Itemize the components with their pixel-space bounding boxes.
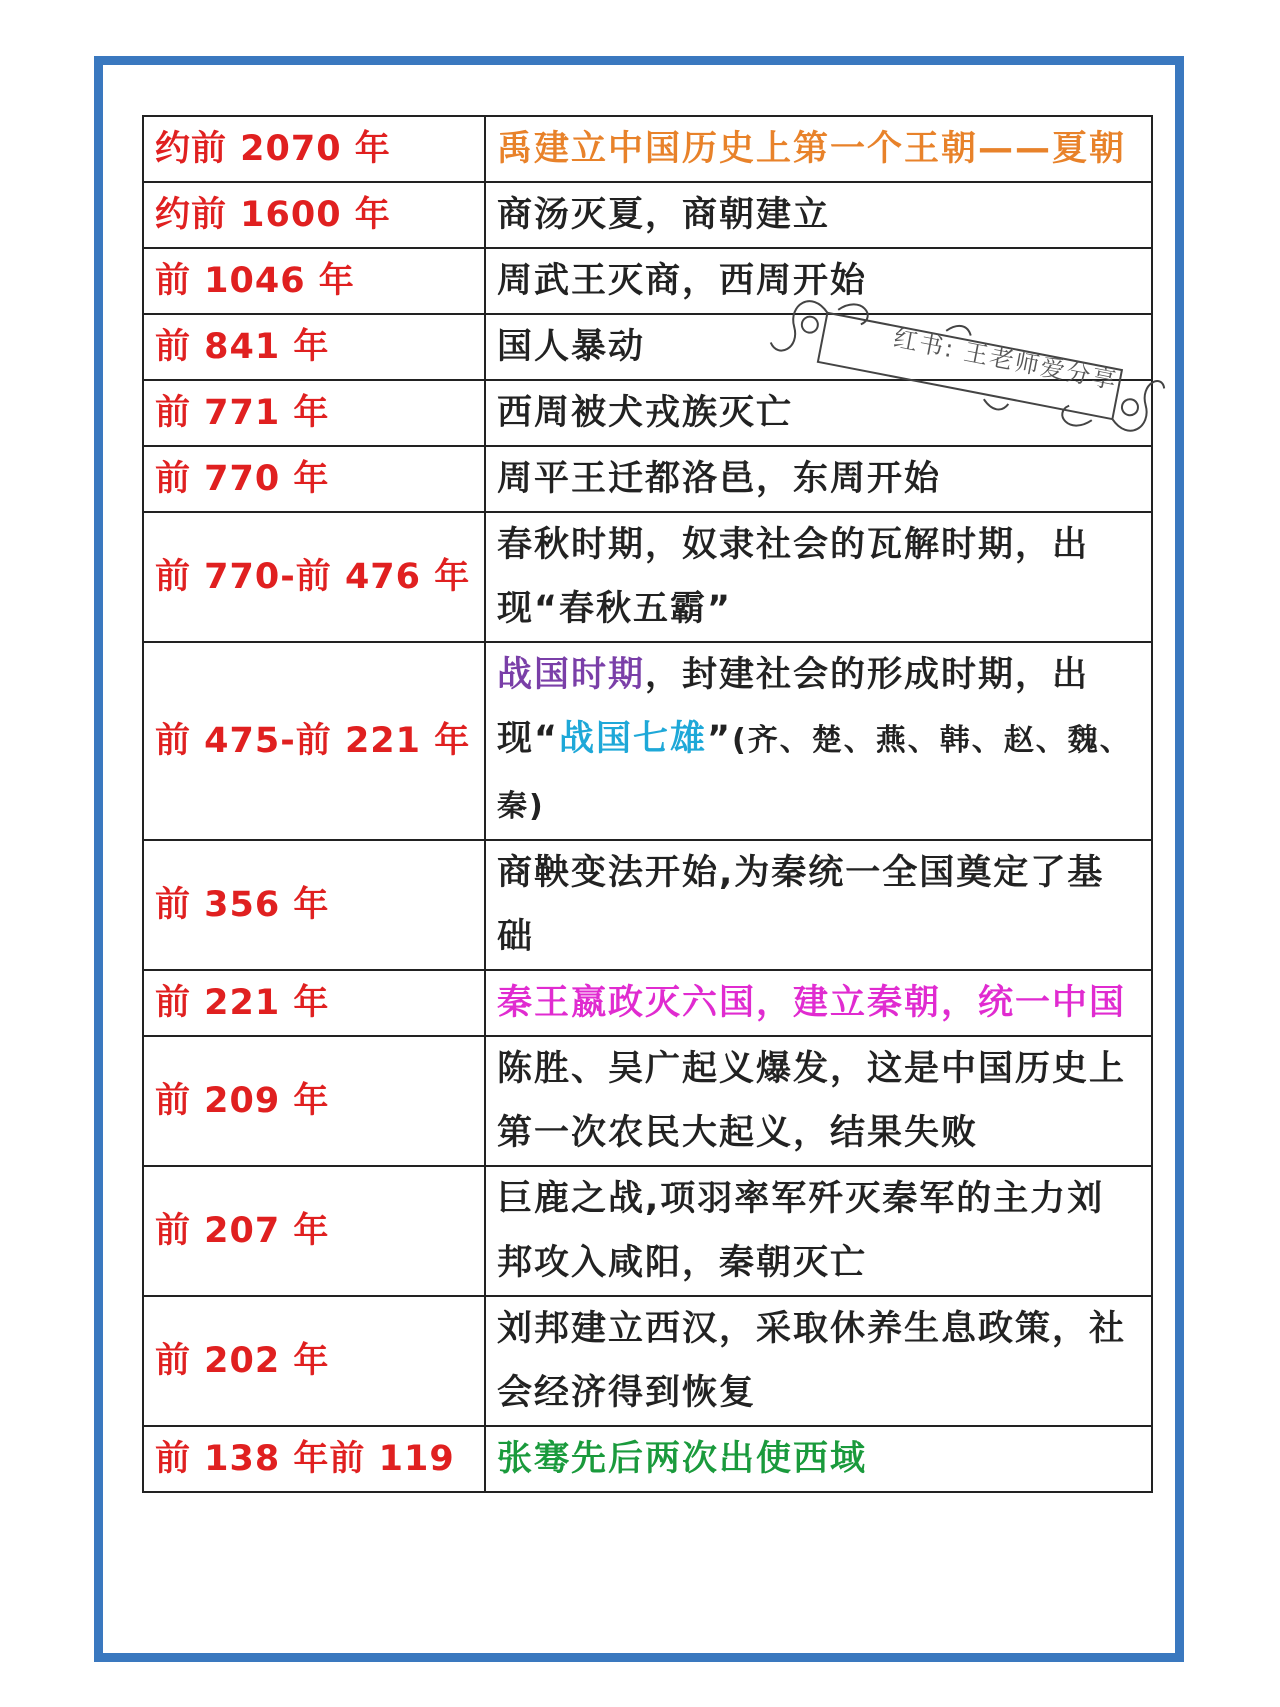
event-cell [485,642,1152,840]
date-cell: 前 771 年 [143,380,485,446]
event-text: 陈胜、吴广起义爆发，这是中国历史上第一次农民大起义，结果失败 [497,1049,1127,1153]
date-cell: 前 475-前 221 年 [143,642,485,840]
timeline-row [143,970,1152,1036]
event-text: 秦王嬴政灭六国，建立秦朝，统一中国 [497,983,1127,1023]
timeline-row [143,446,1152,512]
timeline-row [143,116,1152,182]
event-text: 周武王灭商，西周开始 [497,261,868,301]
event-cell [485,1036,1152,1166]
watermark-text: 红书: 王老师爱分享 [891,324,1121,396]
event-text: (齐、楚、燕、韩、赵、魏、秦) [497,723,1132,824]
date-cell: 前 356 年 [143,840,485,970]
event-text: 战国七雄 [559,719,708,759]
timeline-row [143,642,1152,840]
timeline-row [143,182,1152,248]
event-cell [485,1296,1152,1426]
event-cell [485,1426,1152,1492]
event-cell [485,840,1152,970]
date-cell: 前 770-前 476 年 [143,512,485,642]
event-text: 商汤灭夏，商朝建立 [497,195,831,235]
timeline-row [143,840,1152,970]
event-cell [485,446,1152,512]
date-cell: 前 1046 年 [143,248,485,314]
event-cell [485,182,1152,248]
date-cell: 约前 2070 年 [143,116,485,182]
timeline-row [143,1036,1152,1166]
date-cell: 前 138 年前 119 [143,1426,485,1492]
event-text: 西周被犬戎族灭亡 [497,393,794,433]
date-cell: 前 770 年 [143,446,485,512]
event-text: 禹建立中国历史上第一个王朝——夏朝 [497,129,1127,169]
event-text: ” [707,719,733,759]
date-cell: 约前 1600 年 [143,182,485,248]
timeline-row [143,1296,1152,1426]
event-cell [485,512,1152,642]
event-text: 商鞅变法开始,为秦统一全国奠定了基础 [497,853,1105,957]
event-cell [485,116,1152,182]
date-cell: 前 207 年 [143,1166,485,1296]
event-text: 张骞先后两次出使西域 [497,1439,868,1479]
event-text: 春秋时期，奴隶社会的瓦解时期，出现“春秋五霸” [497,525,1090,629]
timeline-row [143,248,1152,314]
event-text: 国人暴动 [497,327,646,367]
date-cell: 前 841 年 [143,314,485,380]
event-text: 刘邦建立西汉，采取休养生息政策，社会经济得到恢复 [497,1309,1127,1413]
date-cell: 前 202 年 [143,1296,485,1426]
event-text: 周平王迁都洛邑，东周开始 [497,459,942,499]
date-cell: 前 221 年 [143,970,485,1036]
timeline-row [143,512,1152,642]
event-text: 巨鹿之战,项羽率军歼灭秦军的主力刘邦攻入咸阳，秦朝灭亡 [497,1179,1105,1283]
event-cell [485,1166,1152,1296]
event-cell [485,970,1152,1036]
timeline-row [143,1166,1152,1296]
date-cell: 前 209 年 [143,1036,485,1166]
event-text: 战国时期 [497,655,646,695]
timeline-row [143,1426,1152,1492]
event-text: ，封建社会的形成时期，出现“ [497,655,1090,759]
